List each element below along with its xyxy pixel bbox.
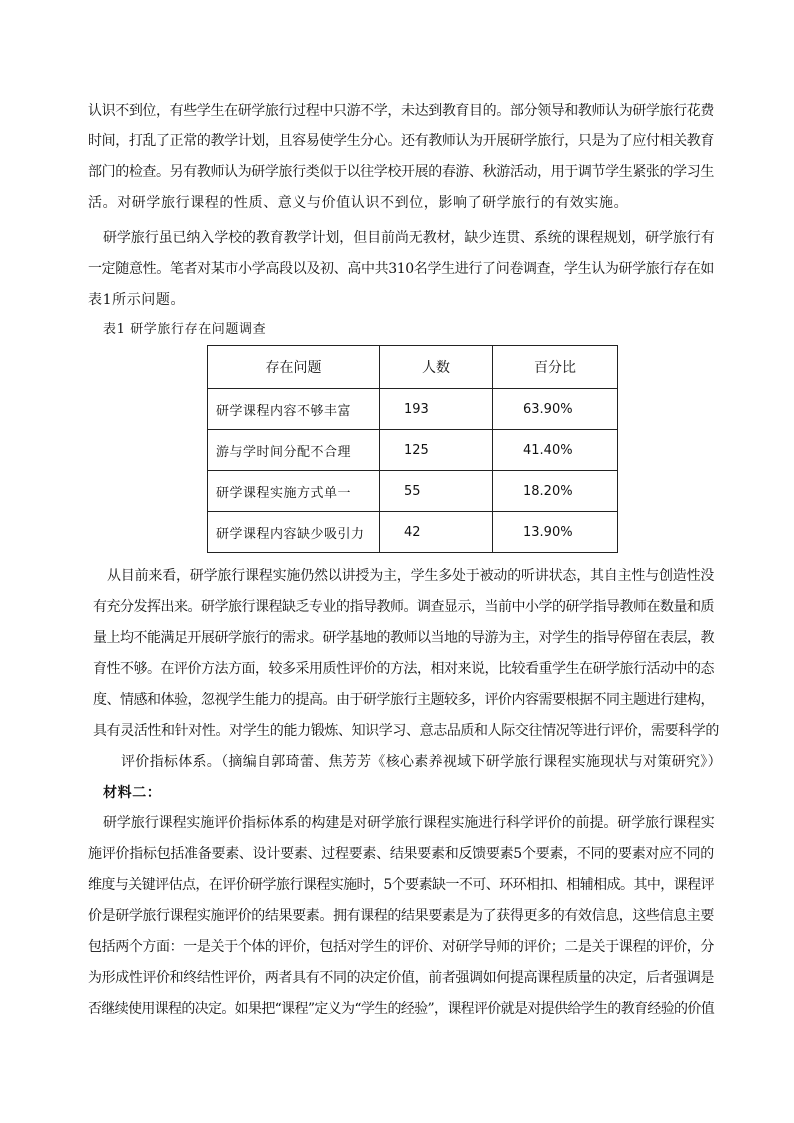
table-cell: 研学课程内容缺少吸引力: [208, 512, 380, 553]
paragraph-line: 评价指标体系。（摘编自郭琦蕾、焦芳芳《核心素养视域下研学旅行课程实施现状与对策研究》）: [121, 754, 722, 770]
paragraph-line: 从目前来看，研学旅行课程实施仍然以讲授为主，学生多处于被动的听讲状态，其自主性与创造性没: [107, 568, 715, 584]
table-row: [208, 512, 618, 553]
column-header: 百分比: [493, 346, 618, 389]
table-cell: 13.90%: [493, 512, 618, 553]
section-heading: 材料二：: [103, 785, 162, 801]
paragraph-line: 认识不到位，有些学生在研学旅行过程中只游不学，未达到教育目的。部分领导和教师认为研学旅行花费: [88, 103, 714, 119]
column-header: 存在问题: [208, 346, 380, 389]
table-header-row: [208, 346, 618, 389]
table-cell: 18.20%: [493, 471, 618, 512]
paragraph-line: 一定随意性。笔者对某市小学高段以及初、高中共310名学生进行了问卷调查，学生认为研学旅行存在如: [88, 261, 714, 277]
paragraph-line: 研学旅行课程实施评价指标体系的构建是对研学旅行课程实施进行科学评价的前提。研学旅行课程实: [103, 815, 715, 831]
paragraph-line: 部门的检查。另有教师认为研学旅行类似于以往学校开展的春游、秋游活动，用于调节学生紧张的学习生: [88, 164, 714, 180]
paragraph-line: 量上均不能满足开展研学旅行的需求。研学基地的教师以当地的导游为主，对学生的指导停留在表层，教: [93, 630, 714, 646]
table-cell: 游与学时间分配不合理: [208, 430, 380, 471]
paragraph-line: 维度与关键评估点，在评价研学旅行课程实施时，5个要素缺一不可、环环相扣、相辅相成。其中，课程评: [88, 877, 714, 893]
paragraph-line: 包括两个方面：一是关于个体的评价，包括对学生的评价、对研学导师的评价；二是关于课程的评价，分: [88, 939, 714, 955]
table-cell: 研学课程内容不够丰富: [208, 389, 380, 430]
paragraph-line: 具有灵活性和针对性。对学生的能力锻炼、知识学习、意志品质和人际交往情况等进行评价，需要科学的: [93, 723, 719, 739]
paragraph-line: 育性不够。在评价方法方面，较多采用质性评价的方法，相对来说，比较看重学生在研学旅行活动中的态: [93, 661, 714, 677]
table-cell: 42: [380, 512, 493, 553]
paragraph-line: 研学旅行虽已纳入学校的教育教学计划，但目前尚无教材，缺少连贯、系统的课程规划，研学旅行有: [103, 230, 715, 246]
table-cell: 研学课程实施方式单一: [208, 471, 380, 512]
table-row: [208, 389, 618, 430]
table-cell: 63.90%: [493, 389, 618, 430]
paragraph-line: 施评价指标包括准备要素、设计要素、过程要素、结果要素和反馈要素5个要素，不同的要素对应不同的: [88, 846, 714, 862]
paragraph-line: 表1所示问题。: [88, 292, 186, 308]
table-cell: 41.40%: [493, 430, 618, 471]
paragraph-line: 价是研学旅行课程实施评价的结果要素。拥有课程的结果要素是为了获得更多的有效信息，这些信息主要: [88, 908, 714, 924]
table-row: [208, 430, 618, 471]
survey-table: [207, 345, 618, 553]
paragraph-line: 度、情感和体验，忽视学生能力的提高。由于研学旅行主题较多，评价内容需要根据不同主题进行建构，: [93, 692, 714, 708]
paragraph-line: 否继续使用课程的决定。如果把“课程”定义为“学生的经验”，课程评价就是对提供给学生的教育经验的价值: [88, 1001, 714, 1017]
table-caption: 表1 研学旅行存在问题调查: [103, 322, 267, 337]
column-header: 人数: [380, 346, 493, 389]
table-cell: 125: [380, 430, 493, 471]
table-cell: 55: [380, 471, 493, 512]
table-cell: 193: [380, 389, 493, 430]
paragraph-line: 有充分发挥出来。研学旅行课程缺乏专业的指导教师。调查显示，当前中小学的研学指导教师在数量和质: [93, 599, 714, 615]
paragraph-line: 为形成性评价和终结性评价，两者具有不同的决定价值，前者强调如何提高课程质量的决定，后者强调是: [88, 970, 714, 986]
table-row: [208, 471, 618, 512]
paragraph-line: 时间，打乱了正常的教学计划，且容易使学生分心。还有教师认为开展研学旅行，只是为了应付相关教育: [88, 133, 714, 149]
paragraph-line: 活。对研学旅行课程的性质、意义与价值认识不到位，影响了研学旅行的有效实施。: [88, 195, 629, 211]
